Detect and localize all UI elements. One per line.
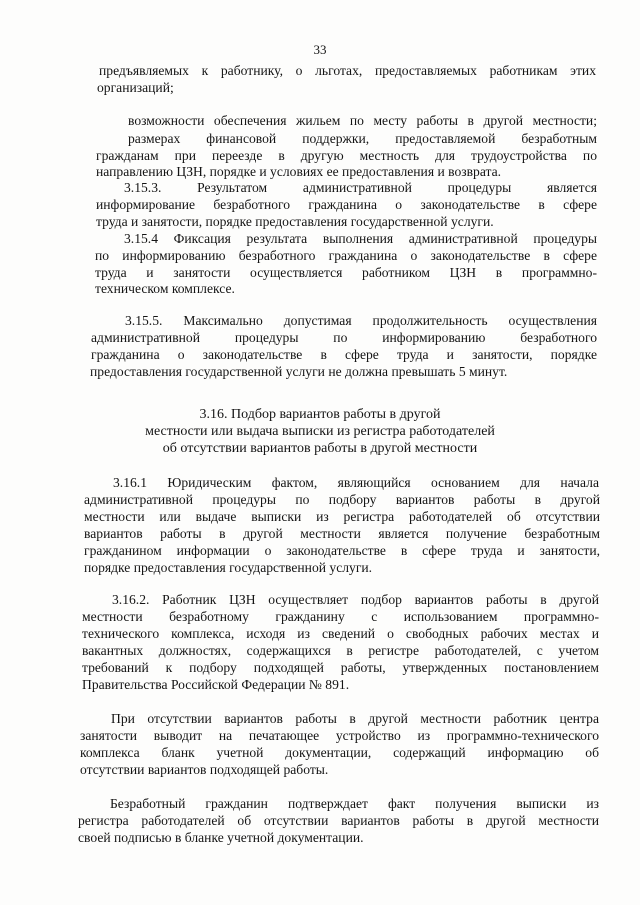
text-line: предъявляемых к работнику, о льготах, предоставляемых работникам этих xyxy=(99,63,596,78)
text-line: 3.15.4 Фиксация результата выполнения административной процедуры xyxy=(124,231,597,246)
text-line: 3.16.1 Юридическим фактом, являющийся основанием для начала xyxy=(113,475,599,490)
text-line: требований к подбору подходящей работы, утвержденных постановлением xyxy=(82,660,599,675)
text-line: гражданина о законодательстве в сфере труда и занятости, порядке xyxy=(91,347,597,362)
text-line: Безработный гражданин подтверждает факт получения выписки из xyxy=(110,796,599,811)
text-line: труда и занятости осуществляется работником ЦЗН в программно- xyxy=(95,265,597,280)
text-line: занятости выводит на печатающее устройство из программно-технического xyxy=(80,728,599,743)
text-line: вакантных должностях, содержащихся в регистре работодателей, с учетом xyxy=(82,643,599,658)
text-line: порядке предоставления государственной услуги. xyxy=(84,560,373,575)
text-line: технического комплекса, исходя из сведений о свободных рабочих местах и xyxy=(82,626,599,641)
text-line: 3.15.3. Результатом административной процедуры является xyxy=(124,180,597,195)
text-line: комплекса бланк учетной документации, содержащий информацию об xyxy=(80,745,599,760)
text-line: по информированию безработного гражданина о законодательстве в сфере xyxy=(95,248,597,263)
section-heading-line: местности или выдача выписки из регистра работодателей xyxy=(145,424,495,439)
text-line: информирование безработного гражданина о законодательстве в сфере xyxy=(96,197,597,212)
text-line: 3.15.5. Максимально допустимая продолжительность осуществления xyxy=(125,313,597,328)
text-line: гражданам при переезде в другую местность для трудоустройства по xyxy=(96,148,597,163)
text-line: местности безработному гражданину с использованием программно- xyxy=(82,609,599,624)
text-line: предоставления государственной услуги не должна превышать 5 минут. xyxy=(90,364,508,379)
section-heading-line: об отсутствии вариантов работы в другой местности xyxy=(162,441,478,456)
section-heading-line: 3.16. Подбор вариантов работы в другой xyxy=(199,407,441,422)
text-line: При отсутствии вариантов работы в другой местности работник центра xyxy=(111,711,599,726)
text-line: административной процедуры по информированию безработного xyxy=(91,330,597,345)
page-number: 33 xyxy=(313,42,327,57)
text-line: размерах финансовой поддержки, предоставляемой безработным xyxy=(128,131,597,146)
text-line: направлению ЦЗН, порядке и условиях ее предоставления и возврата. xyxy=(96,164,502,179)
text-line: отсутствии вариантов подходящей работы. xyxy=(80,762,329,777)
text-line: своей подписью в бланке учетной документации. xyxy=(78,830,364,845)
text-line: гражданином информации о законодательстве в сфере труда и занятости, xyxy=(84,543,600,558)
text-line: техническом комплексе. xyxy=(95,281,235,296)
text-line: 3.16.2. Работник ЦЗН осуществляет подбор вариантов работы в другой xyxy=(112,592,599,607)
text-line: местности или выдаче выписки из регистра работодателей об отсутствии xyxy=(84,509,600,524)
text-line: возможности обеспечения жильем по месту работы в другой местности; xyxy=(128,113,597,128)
text-line: административной процедуры по подбору вариантов работы в другой xyxy=(84,492,600,507)
text-line: организаций; xyxy=(97,80,174,95)
text-line: Правительства Российской Федерации № 891. xyxy=(82,677,350,692)
text-line: регистра работодателей об отсутствии вариантов работы в другой местности xyxy=(78,813,599,828)
text-line: вариантов работы в другой местности является получение безработным xyxy=(84,526,600,541)
text-line: труда и занятости, порядке предоставления государственной услуги. xyxy=(96,214,494,229)
